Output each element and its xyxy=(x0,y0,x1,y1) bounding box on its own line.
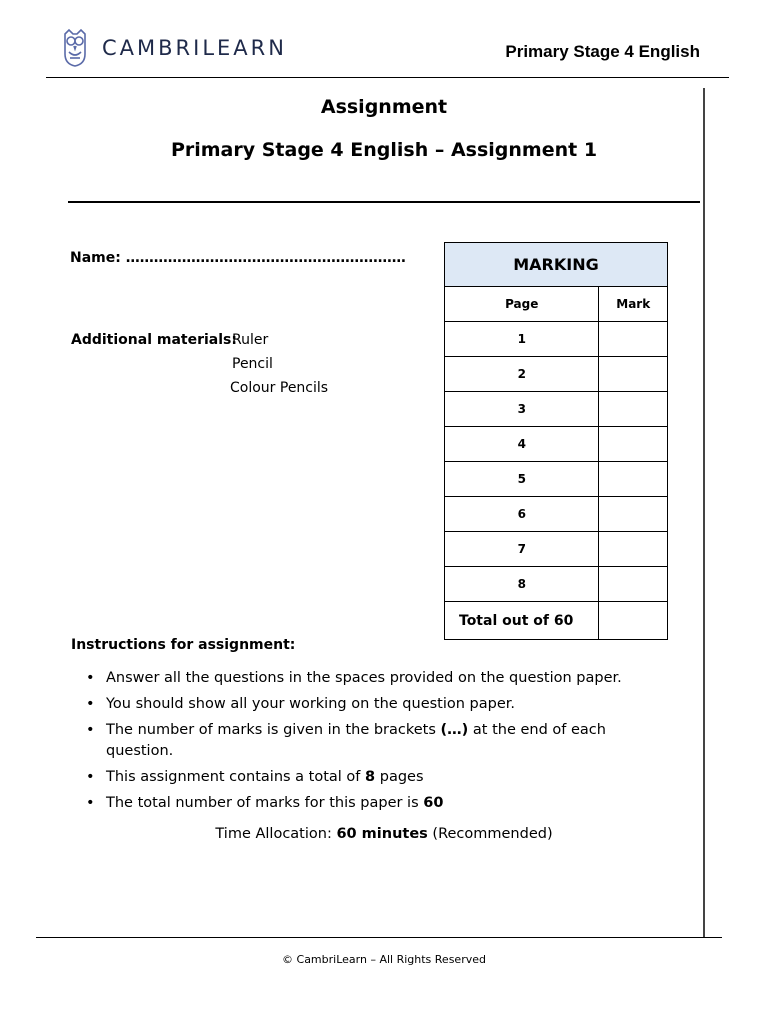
time-note: (Recommended) xyxy=(427,826,553,842)
material-item: Colour Pencils xyxy=(230,380,329,396)
instruction-text: at the end of each question. xyxy=(106,722,606,759)
bullet-icon: • xyxy=(86,795,95,811)
bullet-icon: • xyxy=(86,696,95,712)
brand-logo xyxy=(60,26,287,70)
total-mark-cell[interactable] xyxy=(599,602,668,640)
instruction-bold: 8 xyxy=(365,769,376,785)
name-dots: …………………………………………………… xyxy=(125,250,406,266)
page-number: 1 xyxy=(445,322,599,357)
table-row xyxy=(445,462,668,497)
bullet-icon: • xyxy=(86,670,95,686)
bullet-icon: • xyxy=(86,722,95,738)
mark-cell[interactable] xyxy=(599,497,668,532)
table-row xyxy=(445,532,668,567)
marking-title: MARKING xyxy=(445,243,668,287)
instructions-title: Instructions for assignment: xyxy=(71,637,296,653)
footer-copyright: © CambriLearn – All Rights Reserved xyxy=(282,953,486,966)
name-field[interactable] xyxy=(70,250,406,266)
instruction-text: pages xyxy=(375,769,424,785)
list-item xyxy=(86,793,646,814)
page-number: 6 xyxy=(445,497,599,532)
instruction-bold: 60 xyxy=(423,795,444,811)
right-margin-rule xyxy=(703,88,705,938)
mark-cell[interactable] xyxy=(599,427,668,462)
footer-divider xyxy=(36,937,722,938)
page-title: Assignment xyxy=(320,96,448,118)
instruction-text: Answer all the questions in the spaces provided on the question paper. xyxy=(106,670,622,686)
mark-cell[interactable] xyxy=(599,462,668,497)
total-row xyxy=(445,602,668,640)
instruction-text: You should show all your working on the question paper. xyxy=(106,696,516,712)
table-row xyxy=(445,322,668,357)
list-item xyxy=(86,720,646,762)
time-value: 60 minutes xyxy=(336,826,428,842)
total-label: Total out of 60 xyxy=(445,602,599,640)
table-row xyxy=(445,497,668,532)
table-row xyxy=(445,392,668,427)
instruction-bold: (…) xyxy=(440,722,469,738)
marking-table xyxy=(444,242,668,640)
page-number: 7 xyxy=(445,532,599,567)
time-label: Time Allocation: xyxy=(215,826,337,842)
mark-cell[interactable] xyxy=(599,392,668,427)
list-item xyxy=(86,694,646,715)
table-row xyxy=(445,427,668,462)
instruction-text: The total number of marks for this paper is xyxy=(106,795,424,811)
owl-icon xyxy=(60,28,90,68)
page-number: 5 xyxy=(445,462,599,497)
table-row xyxy=(445,567,668,602)
list-item xyxy=(86,668,646,689)
instructions-list xyxy=(86,668,646,819)
bullet-icon: • xyxy=(86,769,95,785)
mark-cell[interactable] xyxy=(599,322,668,357)
column-header-page: Page xyxy=(445,287,599,322)
mark-cell[interactable] xyxy=(599,357,668,392)
page-number: 3 xyxy=(445,392,599,427)
instruction-text: The number of marks is given in the brackets xyxy=(106,722,441,738)
brand-name: CAMBRILEARN xyxy=(102,36,287,60)
material-item: Pencil xyxy=(232,356,273,372)
mark-cell[interactable] xyxy=(599,567,668,602)
course-title-header: Primary Stage 4 English xyxy=(505,42,700,61)
title-divider xyxy=(68,201,700,203)
header-divider xyxy=(46,77,729,78)
time-allocation xyxy=(0,826,768,842)
page-number: 4 xyxy=(445,427,599,462)
page-subtitle: Primary Stage 4 English – Assignment 1 xyxy=(170,139,598,161)
name-label: Name: xyxy=(70,250,121,266)
materials-label: Additional materials: xyxy=(71,332,237,348)
mark-cell[interactable] xyxy=(599,532,668,567)
instruction-text: This assignment contains a total of xyxy=(106,769,366,785)
column-header-mark: Mark xyxy=(599,287,668,322)
table-row xyxy=(445,357,668,392)
page-number: 8 xyxy=(445,567,599,602)
page-number: 2 xyxy=(445,357,599,392)
list-item xyxy=(86,767,646,788)
material-item: Ruler xyxy=(232,332,269,348)
